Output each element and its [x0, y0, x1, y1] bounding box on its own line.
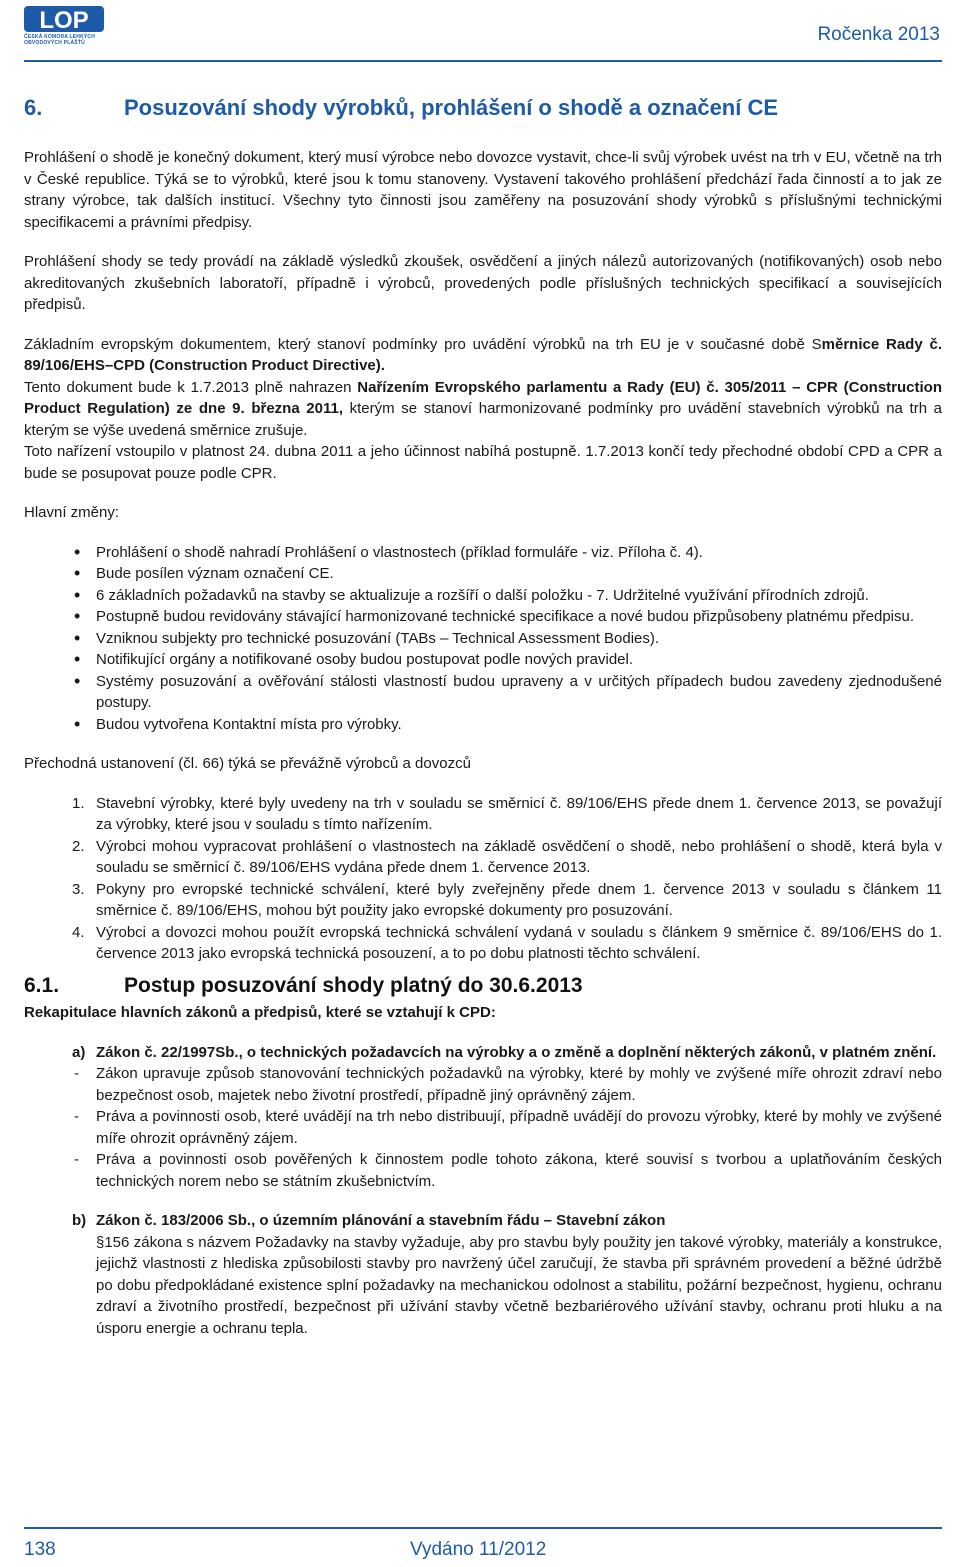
header-divider [24, 60, 942, 62]
page-footer [0, 1520, 960, 1567]
issue-date: Vydáno 11/2012 [410, 1539, 547, 1560]
paragraph-validity: Toto nařízení vstoupilo v platnost 24. dubna 2011 a jeho účinnost nabíhá postupně. 1.7.2013 končí tedy přechodné období CPD a CPR a bude se posupovat pouze podle CPR. [24, 443, 942, 482]
chapter-heading [24, 95, 778, 121]
item-text: Pokyny pro evropské technické schválení, které byly zveřejněny přede dnem 1. července 2013 v souladu s článkem 11 směrnice č. 89/106/EHS, mohou být použity jako evropské dokumenty pro posuzování. [96, 880, 942, 919]
item-text: Výrobci a dovozci mohou použít evropská technická schválení vydaná v souladu s článkem 9 směrnice č. 89/106/EHS do 1. července 2013 jako evropská technická posouzení, a to po dobu platnosti těchto schválení. [96, 923, 942, 962]
logo-subtitle: ČESKÁ KOMORA LEHKÝCH OBVODOVÝCH PLÁŠŤŮ [24, 34, 96, 46]
regulation-text: Tento dokument bude k 1.7.2013 plně nahrazen [24, 378, 358, 396]
list-item: • Budou vytvořena Kontaktní místa pro výrobky. [96, 714, 942, 736]
directive-text: Základním evropským dokumentem, který stanoví podmínky pro uvádění výrobků na trh EU je v současné době S [24, 335, 822, 353]
regulation-text-end: kterým se stanoví harmonizované podmínky pro uvádění stavebních výrobků na trh a kterým se výše uvedená směrnice zrušuje. [24, 400, 943, 439]
chapter-title: Posuzování shody výrobků, prohlášení o shodě a označení CE [124, 95, 779, 120]
law-a-label: a) [72, 1043, 86, 1061]
page-header [0, 0, 960, 60]
paragraph-regulation [24, 377, 942, 442]
law-b-title: Zákon č. 183/2006 Sb., o územním plánování a stavebním řádu – Stavební zákon [96, 1212, 666, 1229]
list-item: - Práva a povinnosti osob, které uvádějí na trh nebo distribuují, případně uvádějí do provozu výrobky, které by mohly ve zvýšené míře ohrozit oprávněný zájem. [96, 1106, 942, 1149]
law-a-title: Zákon č. 22/1997Sb., o technických požadavcích na výrobky a o změně a doplnění některých zákonů, v platném znění. [96, 1043, 937, 1061]
directive-name: měrnice Rady č. 89/106/EHS–CPD (Construction Product Directive). [24, 335, 942, 374]
law-b-label: b) [72, 1212, 87, 1229]
item-number: 2. [72, 837, 85, 855]
main-content [24, 147, 942, 1339]
item-text: Výrobci mohou vypracovat prohlášení o vlastnostech na základě osvědčení o shodě, nebo prohlášení o shodě, která byla v souladu se směrnicí č. 89/106/EHS vydána přede dnem 1. července 2013. [96, 837, 942, 876]
law-b-heading [24, 1210, 942, 1232]
svg-text:LOP: LOP [39, 7, 89, 34]
changes-list [24, 542, 942, 736]
transition-list [24, 793, 942, 965]
main-changes-label: Hlavní změny: [24, 504, 120, 521]
section-heading [24, 975, 942, 997]
list-item: • Postupně budou revidovány stávající harmonizované technické specifikace a nové budou přizpůsobeny platnému předpisu. [96, 606, 942, 628]
list-item: • Vzniknou subjekty pro technické posuzování (TABs – Technical Assessment Bodies). [96, 628, 942, 650]
list-item [72, 879, 942, 922]
transition-label: Přechodná ustanovení (čl. 66) týká se převážně výrobců a dovozců [24, 755, 471, 772]
list-item: • Bude posílen význam označení CE. [96, 563, 942, 585]
lop-logo-mark [24, 4, 104, 34]
item-number: 3. [72, 880, 85, 898]
list-item [72, 836, 942, 879]
item-number: 4. [72, 923, 85, 941]
list-item: - Zákon upravuje způsob stanovování technických požadavků na výrobky, které by mohly ve zvýšené míře ohrozit zdraví nebo bezpečnost osob, majetek nebo životní prostředí, případně jiný oprávněný zájem. [96, 1063, 942, 1106]
item-text: Stavební výrobky, které byly uvedeny na trh v souladu se směrnicí č. 89/106/EHS přede dnem 1. července 2013, se považují za výrobky, které jsou v souladu s tímto nařízením. [96, 794, 942, 833]
list-item: - Práva a povinnosti osob pověřených k činnostem podle tohoto zákona, které souvisí s tvorbou a uplatňováním českých technických norem nebo se státním zkušebnictvím. [96, 1149, 942, 1192]
section-number: 6.1. [24, 973, 60, 997]
law-a-heading [24, 1042, 942, 1064]
section-title: Postup posuzování shody platný do 30.6.2013 [124, 973, 583, 997]
item-number: 1. [72, 794, 85, 812]
paragraph-conformity: Prohlášení shody se tedy provádí na základě výsledků zkoušek, osvědčení a jiných nálezů autorizovaných (notifikovaných) osob nebo akreditovaných zkušebních laboratoří, případně i výrobců, provedených podle příslušných technických specifikací a souvisejících předpisů. [24, 253, 942, 313]
list-item: • 6 základních požadavků na stavby se aktualizuje a rozšíří o další položku - 7. Udržitelné využívání přírodních zdrojů. [96, 585, 942, 607]
paragraph-directive [24, 334, 942, 377]
recap-text: Rekapitulace hlavních zákonů a předpisů, které se vztahují k CPD: [24, 1004, 496, 1021]
law-b-body: §156 zákona s názvem Požadavky na stavby vyžaduje, aby pro stavbu byly použity jen takové výrobky, materiály a konstrukce, jejichž vlastnosti z hlediska způsobilosti stavby pro navržený účel zaručují, že stavba při správném provedení a běžné údržbě po dobu předpokládané existence splní požadavky na mechanickou odolnost a stabilitu, požární bezpečnost, hygienu, ochranu zdraví a životního prostředí, bezpečnost při užívání stavby včetně bezbariérového užívání stavby, ochranu proti hluku a na úsporu energie a ochranu tepla. [96, 1233, 942, 1337]
yearbook-title: Ročenka 2013 [817, 24, 940, 45]
regulation-name: Nařízením Evropského parlamentu a Rady (EU) č. 305/2011 – CPR (Construction Product Regulation) ze dne 9. března 2011, [24, 378, 942, 417]
list-item [72, 793, 942, 836]
paragraph-intro: Prohlášení o shodě je konečný dokument, který musí výrobce nebo dovozce vystavit, chce-li svůj výrobek uvést na trh v EU, včetně na trh v České republice. Týká se to výrobků, které jsou k tomu stanoveny. Vystavení takového prohlášení předchází řada činností a to jak ze strany výrobce, tak dalších institucí. Všechny tyto činnosti jsou zaměřeny na posuzování shody výrobků s příslušnými technickými specifikacemi a právními předpisy. [24, 149, 942, 231]
list-item [72, 922, 942, 965]
list-item: • Notifikující orgány a notifikované osoby budou postupovat podle nových pravidel. [96, 649, 942, 671]
law-a-list [24, 1063, 942, 1192]
list-item: • Prohlášení o shodě nahradí Prohlášení o vlastnostech (příklad formuláře - viz. Příloha č. 4). [96, 542, 942, 564]
recap-heading [24, 1002, 942, 1024]
list-item: • Systémy posuzování a ověřování stálosti vlastností budou upraveny a v určitých případech budou zavedeny zjednodušené postupy. [96, 671, 942, 714]
chapter-number: 6. [24, 95, 43, 120]
page-number: 138 [24, 1539, 56, 1560]
